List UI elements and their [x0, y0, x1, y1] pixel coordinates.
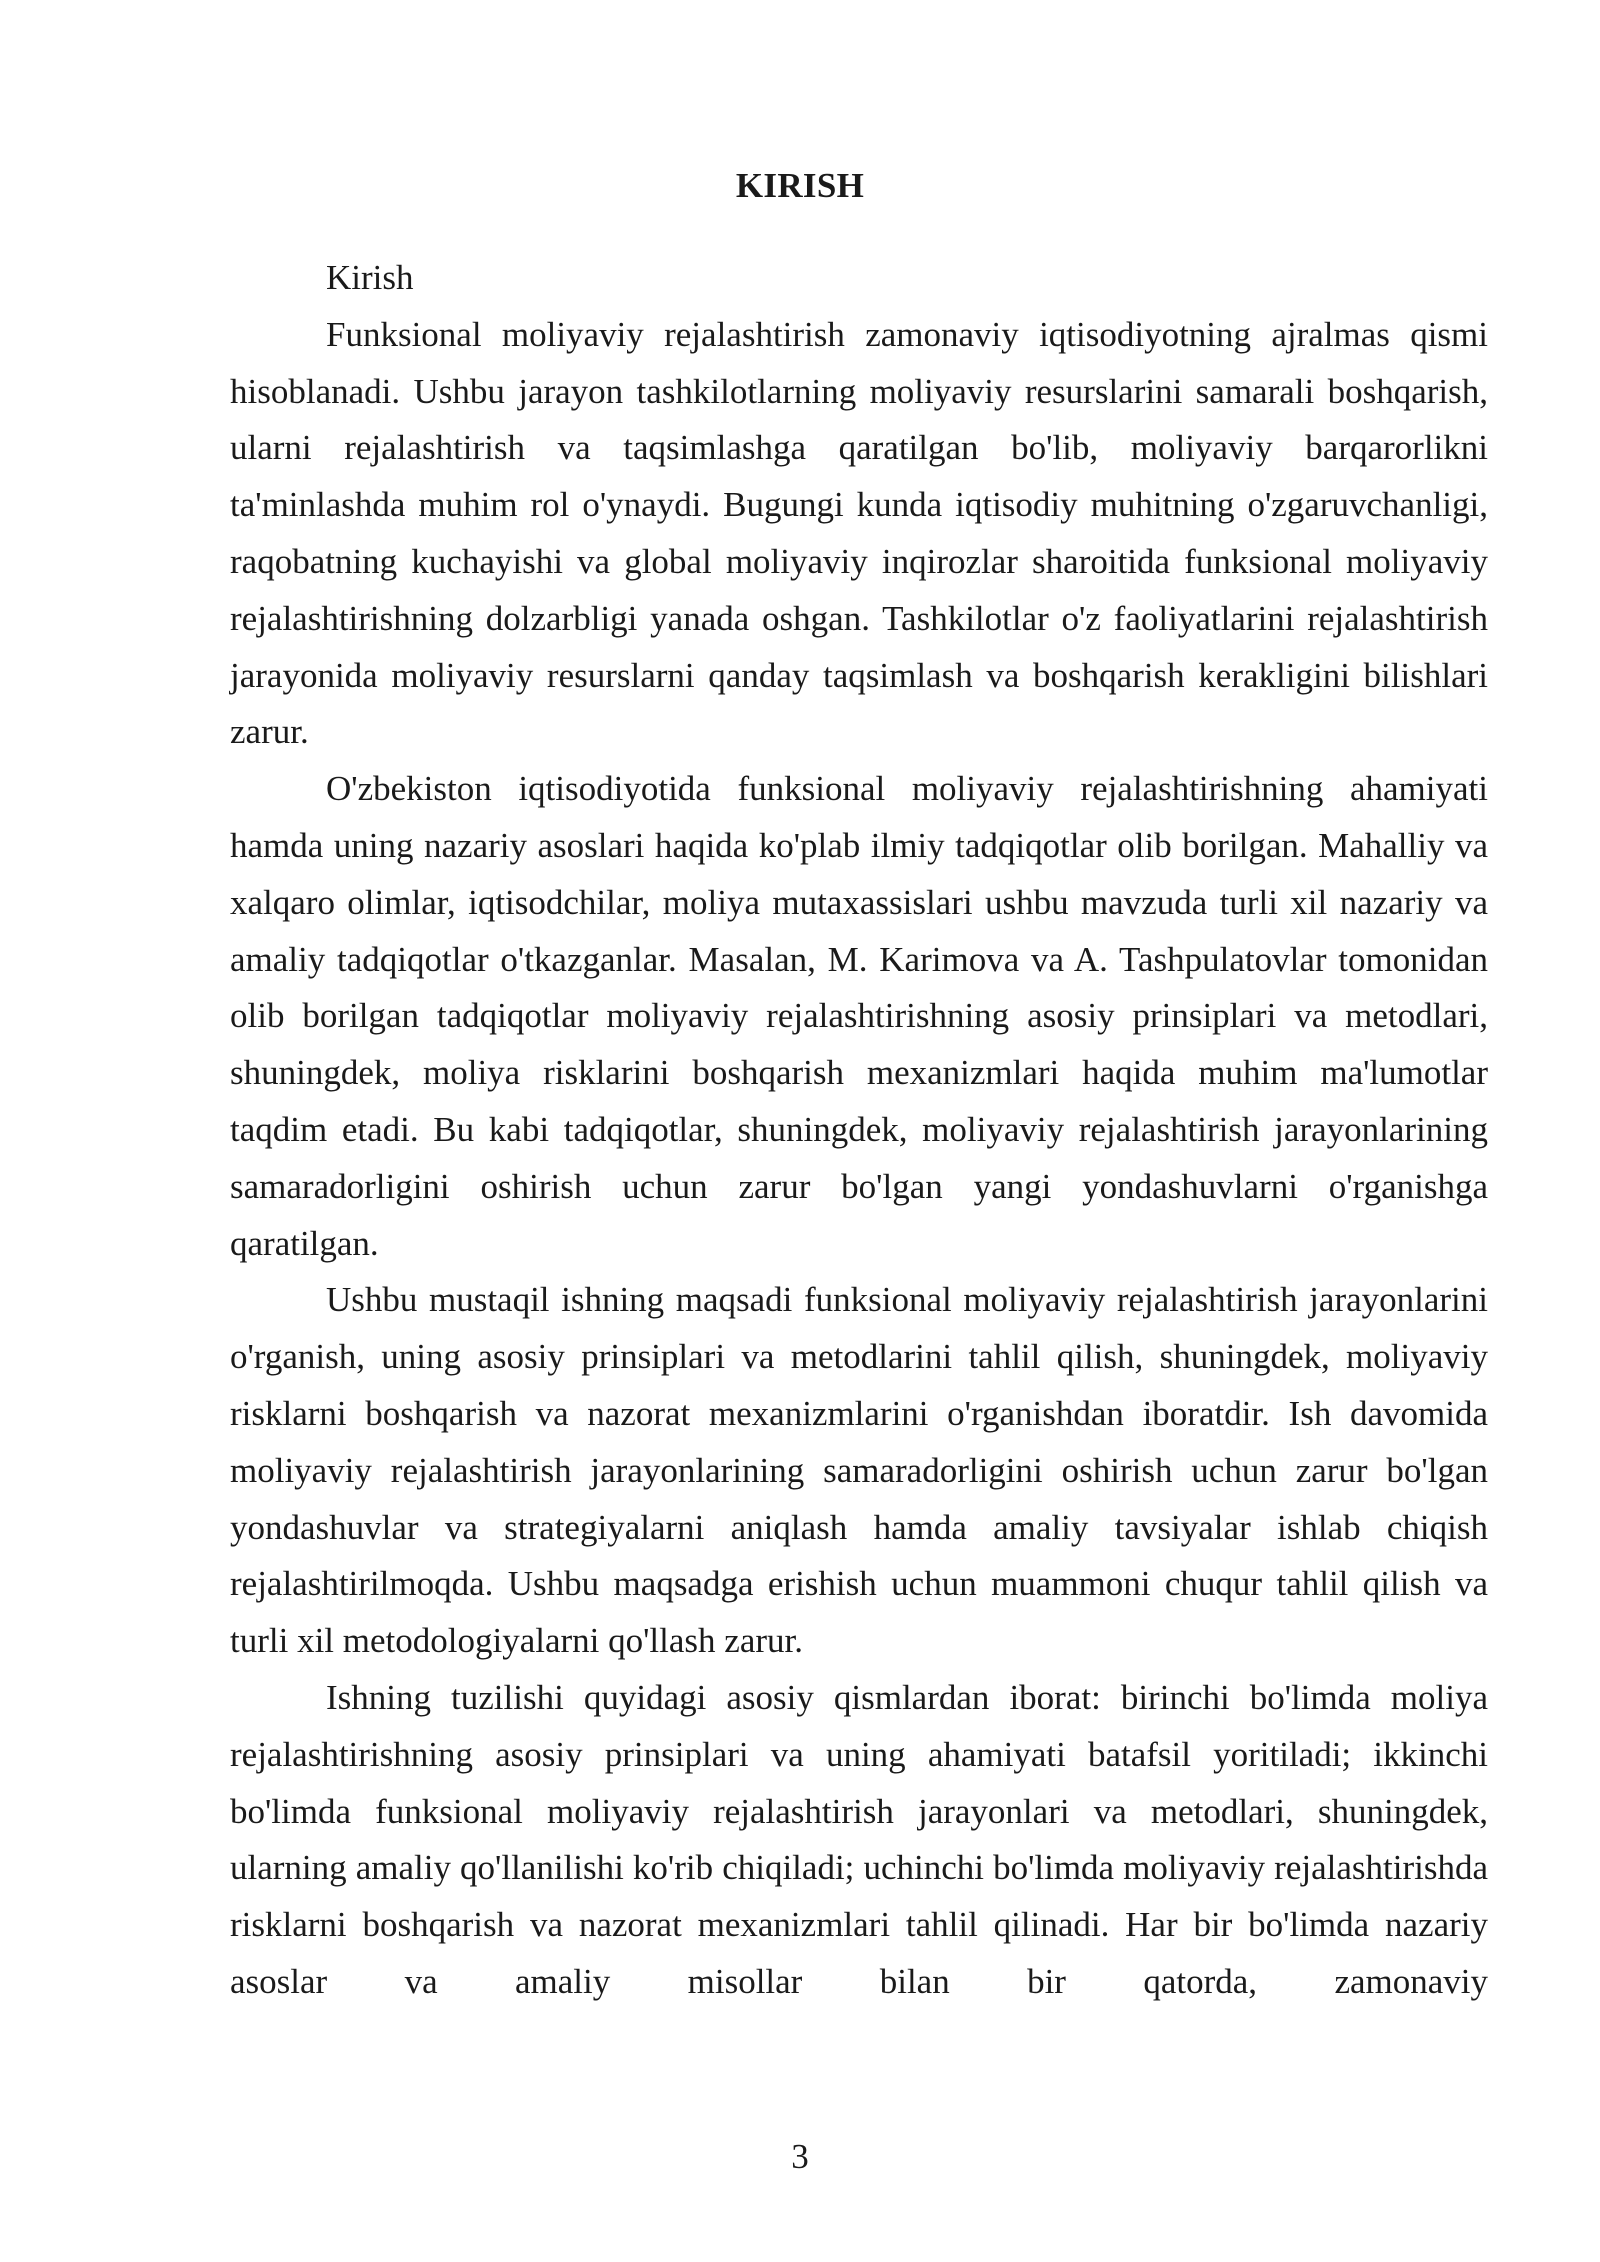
section-subheading: Kirish: [326, 258, 414, 297]
paragraph-2: O'zbekiston iqtisodiyotida funksional moliyaviy rejalashtirishning ahamiyati hamda uning nazariy asoslari haqida ko'plab ilmiy tadqiqotlar olib borilgan. Mahalliy va xalqaro olimlar, iqtisodchilar, moliya mutaxassislari ushbu mavzuda turli xil nazariy va amaliy tadqiqotlar o'tkazganlar. Masalan, M. Karimova va A. Tashpulatovlar tomonidan olib borilgan tadqiqotlar moliyaviy rejalashtirishning asosiy prinsiplari va metodlari, shuningdek, moliya risklarini boshqarish mexanizmlari haqida muhim ma'lumotlar taqdim etadi. Bu kabi tadqiqotlar, shuningdek, moliyaviy rejalashtirish jarayonlarining samaradorligini oshirish uchun zarur bo'lgan yangi yondashuvlarni o'rganishga qaratilgan.: [230, 769, 1488, 1263]
paragraph-1: Funksional moliyaviy rejalashtirish zamonaviy iqtisodiyotning ajralmas qismi hisoblanadi. Ushbu jarayon tashkilotlarning moliyaviy resurslarini samarali boshqarish, ularni rejalashtirish va taqsimlashga qaratilgan bo'lib, moliyaviy barqarorlikni ta'minlashda muhim rol o'ynaydi. Bugungi kunda iqtisodiy muhitning o'zgaruvchanligi, raqobatning kuchayishi va global moliyaviy inqirozlar sharoitida funksional moliyaviy rejalashtirishning dolzarbligi yanada oshgan. Tashkilotlar o'z faoliyatlarini rejalashtirish jarayonida moliyaviy resurslarni qanday taqsimlash va boshqarish kerakligini bilishlari zarur.: [230, 314, 1488, 752]
page-title: KIRISH: [735, 166, 865, 205]
paragraph-3: Ushbu mustaqil ishning maqsadi funksional moliyaviy rejalashtirish jarayonlarini o'rganish, uning asosiy prinsiplari va metodlarini tahlil qilish, shuningdek, moliyaviy risklarni boshqarish va nazorat mexanizmlarini o'rganishdan iboratdir. Ish davomida moliyaviy rejalashtirish jarayonlarining samaradorligini oshirish uchun zarur bo'lgan yondashuvlar va strategiyalarni aniqlash hamda amaliy tavsiyalar ishlab chiqish rejalashtirilmoqda. Ushbu maqsadga erishish uchun muammoni chuqur tahlil qilish va turli xil metodologiyalarni qo'llash zarur.: [230, 1280, 1488, 1661]
paragraph-4: Ishning tuzilishi quyidagi asosiy qismlardan iborat: birinchi bo'limda moliya rejalashtirishning asosiy prinsiplari va uning ahamiyati batafsil yoritiladi; ikkinchi bo'limda funksional moliyaviy rejalashtirish jarayonlari va metodlari, shuningdek, ularning amaliy qo'llanilishi ko'rib chiqiladi; uchinchi bo'limda moliyaviy rejalashtirishda risklarni boshqarish va nazorat mexanizmlari tahlil qilinadi. Har bir bo'limda nazariy asoslar va amaliy misollar bilan bir qatorda, zamonaviy: [230, 1677, 1488, 2001]
page-number: 3: [791, 2137, 809, 2176]
body-text: [230, 250, 1488, 2011]
